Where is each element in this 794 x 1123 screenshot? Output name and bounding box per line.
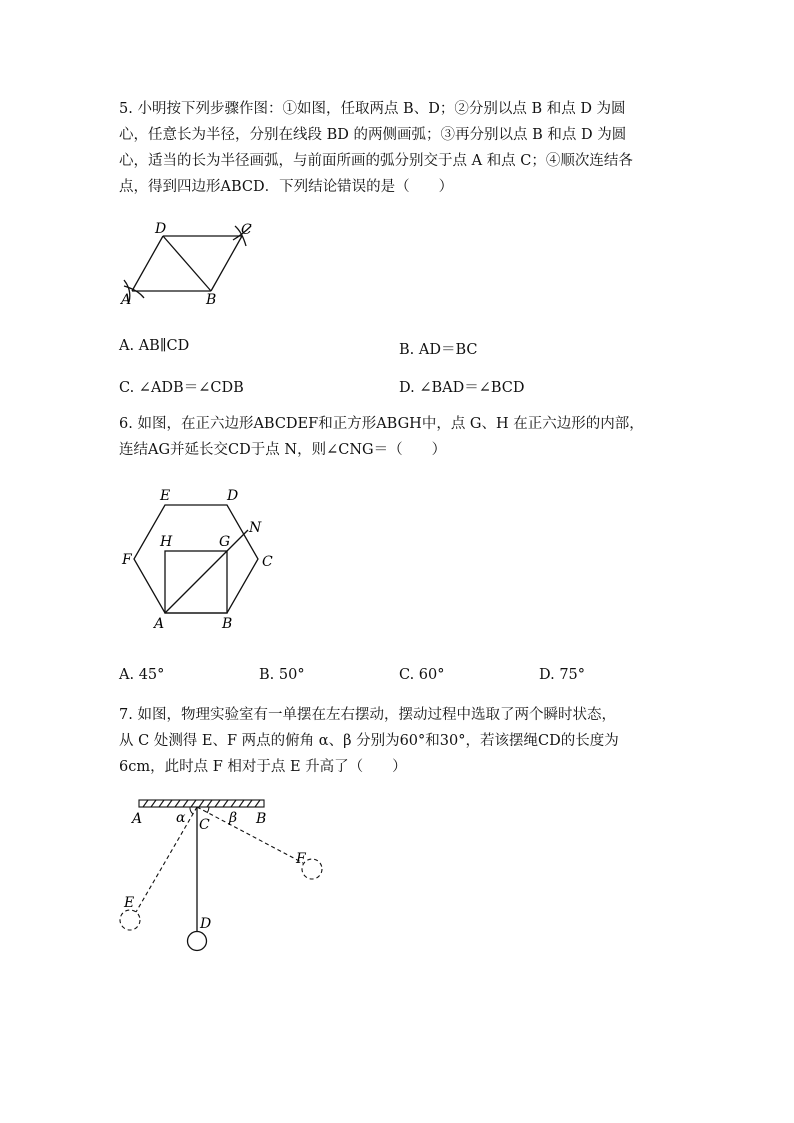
q5-line-4: 点，得到四边形ABCD．下列结论错误的是（ ） xyxy=(119,179,454,195)
q5-option-b[interactable]: B. AD＝BC xyxy=(399,342,478,358)
q6-option-c[interactable]: C. 60° xyxy=(399,667,445,683)
question-7-text xyxy=(119,702,679,780)
q7-pendulum-figure xyxy=(110,790,340,960)
q5-option-d[interactable]: D. ∠BAD＝∠BCD xyxy=(399,380,525,396)
q5-label-A: A xyxy=(121,292,132,308)
q6-hexagon-square-figure xyxy=(110,482,290,638)
q6-line-2: 连结AG并延长交CD于点 N，则∠CNG＝（ ） xyxy=(119,442,447,458)
q7-label-beta: β xyxy=(229,810,238,826)
q6-option-b[interactable]: B. 50° xyxy=(259,667,305,683)
q5-line-2: 心，任意长为半径，分别在线段 BD 的两侧画弧；③再分别以点 B 和点 D 为圆 xyxy=(119,127,627,143)
q7-label-C: C xyxy=(199,817,210,833)
q6-label-D: D xyxy=(227,488,239,504)
q6-label-B: B xyxy=(222,616,233,632)
q6-option-d[interactable]: D. 75° xyxy=(539,667,586,683)
q6-line-1: 6. 如图，在正六边形ABCDEF和正方形ABGH中，点 G、H 在正六边形的内部， xyxy=(119,416,644,432)
q5-line-3: 心，适当的长为半径画弧，与前面所画的弧分别交于点 A 和点 C；④顺次连结各 xyxy=(119,153,633,169)
q5-option-a[interactable]: A. AB∥CD xyxy=(119,338,190,354)
q6-label-F: F xyxy=(122,552,132,568)
q5-label-D: D xyxy=(155,221,167,237)
q6-label-G: G xyxy=(219,534,231,550)
question-6-text xyxy=(119,411,679,463)
q7-line-3: 6cm，此时点 F 相对于点 E 升高了（ ） xyxy=(119,759,407,775)
q5-line-1: 5. 小明按下列步骤作图：①如图，任取两点 B、D；②分别以点 B 和点 D 为圆 xyxy=(119,101,626,117)
q6-label-N: N xyxy=(249,520,262,536)
q6-label-H: H xyxy=(160,534,173,550)
q5-option-c[interactable]: C. ∠ADB＝∠CDB xyxy=(119,380,244,396)
q7-label-D: D xyxy=(200,916,212,932)
q6-label-E: E xyxy=(160,488,171,504)
q5-label-C: C xyxy=(241,222,252,238)
q7-line-2: 从 C 处测得 E、F 两点的俯角 α、β 分别为60°和30°，若该摆绳CD的长度为 xyxy=(119,733,619,749)
q6-option-a[interactable]: A. 45° xyxy=(119,667,165,683)
q7-line-1: 7. 如图，物理实验室有一单摆在左右摆动，摆动过程中选取了两个瞬时状态， xyxy=(119,707,616,723)
q7-label-A: A xyxy=(132,811,143,827)
q5-label-B: B xyxy=(206,292,217,308)
q7-label-B: B xyxy=(256,811,267,827)
q5-parallelogram-figure xyxy=(110,212,270,312)
q6-label-A: A xyxy=(154,616,165,632)
q7-label-alpha: α xyxy=(176,810,186,826)
q7-label-E: E xyxy=(124,895,135,911)
q7-label-F: F xyxy=(296,851,306,867)
question-5-text xyxy=(119,96,679,200)
q6-label-C: C xyxy=(262,554,273,570)
